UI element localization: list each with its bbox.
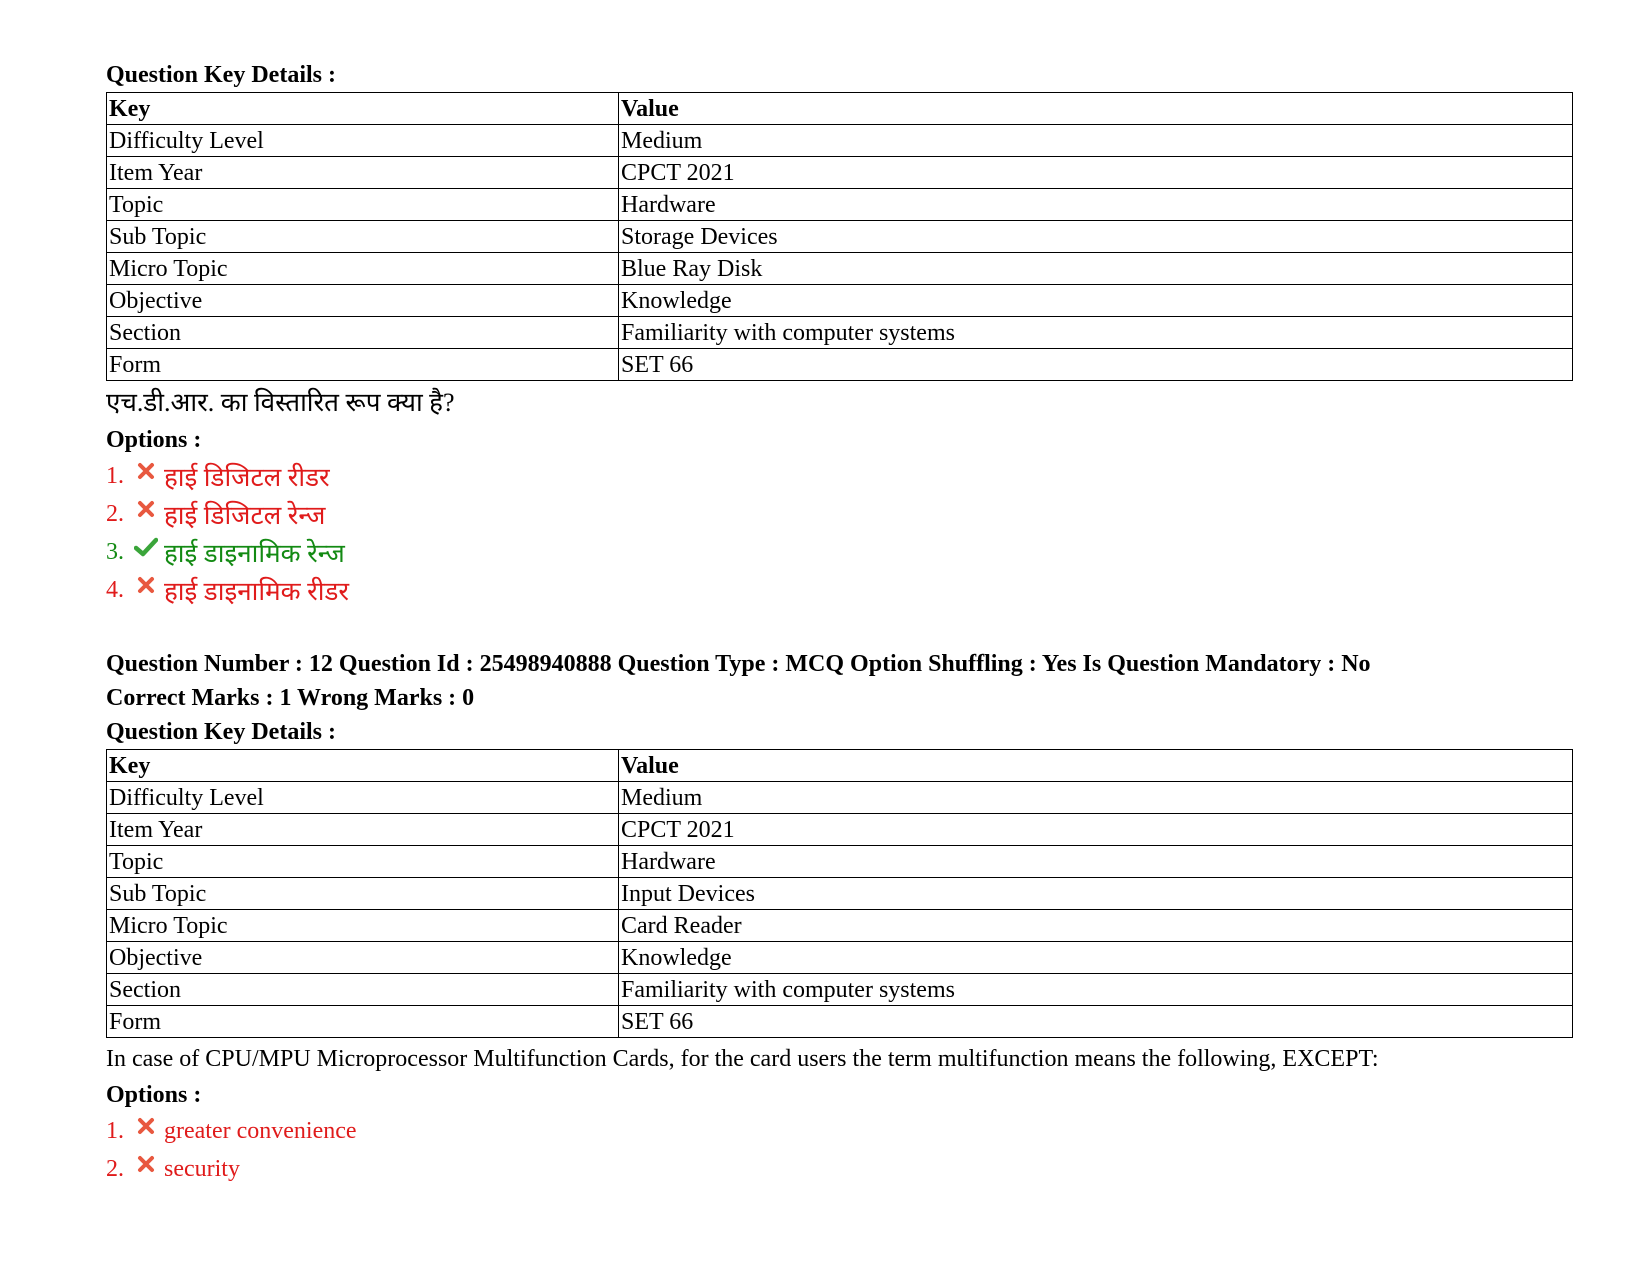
- row-key: Topic: [107, 189, 619, 221]
- row-value: Familiarity with computer systems: [619, 317, 1573, 349]
- row-key: Sub Topic: [107, 221, 619, 253]
- key-details-table: [106, 92, 1573, 381]
- header-key: Key: [107, 93, 619, 125]
- row-value: Medium: [619, 125, 1573, 157]
- table-row: [107, 814, 1573, 846]
- option-text: security: [164, 1155, 240, 1182]
- table-row: [107, 878, 1573, 910]
- option-item: [106, 1150, 1576, 1188]
- table-row: [107, 782, 1573, 814]
- table-row: [107, 942, 1573, 974]
- row-key: Topic: [107, 846, 619, 878]
- option-text: greater convenience: [164, 1117, 357, 1144]
- row-value: CPCT 2021: [619, 814, 1573, 846]
- question-text: एच.डी.आर. का विस्तारित रूप क्या है?: [106, 388, 455, 417]
- table-header-row: [107, 93, 1573, 125]
- table-row: [107, 349, 1573, 381]
- table-row: [107, 285, 1573, 317]
- row-value: Medium: [619, 782, 1573, 814]
- row-value: Card Reader: [619, 910, 1573, 942]
- document-page: [106, 58, 1576, 1188]
- option-text: हाई डाइनामिक रीडर: [164, 577, 350, 606]
- row-value: CPCT 2021: [619, 157, 1573, 189]
- row-key: Micro Topic: [107, 910, 619, 942]
- table-row: [107, 1006, 1573, 1038]
- row-key: Difficulty Level: [107, 125, 619, 157]
- row-value: Blue Ray Disk: [619, 253, 1573, 285]
- option-number: 2.: [106, 1155, 124, 1182]
- option-text: हाई डिजिटल रीडर: [164, 463, 330, 492]
- header-key: Key: [107, 750, 619, 782]
- header-value: Value: [619, 93, 1573, 125]
- row-value: Hardware: [619, 846, 1573, 878]
- marks-line: Correct Marks : 1 Wrong Marks : 0: [106, 685, 475, 711]
- options-list: [106, 1112, 1576, 1188]
- option-item: [106, 571, 1576, 609]
- option-text: हाई डिजिटल रेन्ज: [164, 501, 326, 530]
- options-label: Options :: [106, 427, 202, 453]
- row-key: Item Year: [107, 814, 619, 846]
- option-number: 1.: [106, 1117, 124, 1144]
- table-row: [107, 910, 1573, 942]
- option-item: [106, 1112, 1576, 1150]
- row-key: Item Year: [107, 157, 619, 189]
- header-value: Value: [619, 750, 1573, 782]
- row-key: Objective: [107, 285, 619, 317]
- check-icon: [134, 535, 158, 559]
- option-number: 3.: [106, 538, 124, 565]
- cross-icon: [134, 573, 158, 597]
- table-row: [107, 221, 1573, 253]
- row-value: Hardware: [619, 189, 1573, 221]
- row-value: Input Devices: [619, 878, 1573, 910]
- row-value: Knowledge: [619, 942, 1573, 974]
- option-item: [106, 495, 1576, 533]
- key-details-label: Question Key Details :: [106, 719, 336, 745]
- row-key: Form: [107, 1006, 619, 1038]
- option-item: [106, 533, 1576, 571]
- spacer: [106, 609, 1576, 647]
- cross-icon: [134, 1152, 158, 1176]
- row-key: Sub Topic: [107, 878, 619, 910]
- row-key: Section: [107, 317, 619, 349]
- row-value: Storage Devices: [619, 221, 1573, 253]
- question-meta-line: Question Number : 12 Question Id : 25498940888 Question Type : MCQ Option Shuffling : Yes Is Question Mandatory : No: [106, 651, 1371, 677]
- option-number: 2.: [106, 500, 124, 527]
- row-value: SET 66: [619, 349, 1573, 381]
- table-row: [107, 189, 1573, 221]
- row-key: Micro Topic: [107, 253, 619, 285]
- table-row: [107, 125, 1573, 157]
- option-number: 4.: [106, 576, 124, 603]
- key-details-label: Question Key Details :: [106, 62, 336, 88]
- option-text: हाई डाइनामिक रेन्ज: [164, 539, 345, 568]
- question-text: In case of CPU/MPU Microprocessor Multifunction Cards, for the card users the term multifunction means the following, EXCEPT:: [106, 1046, 1379, 1072]
- options-list: [106, 457, 1576, 609]
- cross-icon: [134, 459, 158, 483]
- row-value: SET 66: [619, 1006, 1573, 1038]
- table-row: [107, 846, 1573, 878]
- row-key: Form: [107, 349, 619, 381]
- cross-icon: [134, 497, 158, 521]
- cross-icon: [134, 1114, 158, 1138]
- key-details-table: [106, 749, 1573, 1038]
- option-number: 1.: [106, 462, 124, 489]
- table-row: [107, 317, 1573, 349]
- row-key: Objective: [107, 942, 619, 974]
- option-item: [106, 457, 1576, 495]
- row-key: Difficulty Level: [107, 782, 619, 814]
- row-value: Knowledge: [619, 285, 1573, 317]
- options-label: Options :: [106, 1082, 202, 1108]
- table-header-row: [107, 750, 1573, 782]
- row-value: Familiarity with computer systems: [619, 974, 1573, 1006]
- table-row: [107, 974, 1573, 1006]
- table-row: [107, 253, 1573, 285]
- table-row: [107, 157, 1573, 189]
- row-key: Section: [107, 974, 619, 1006]
